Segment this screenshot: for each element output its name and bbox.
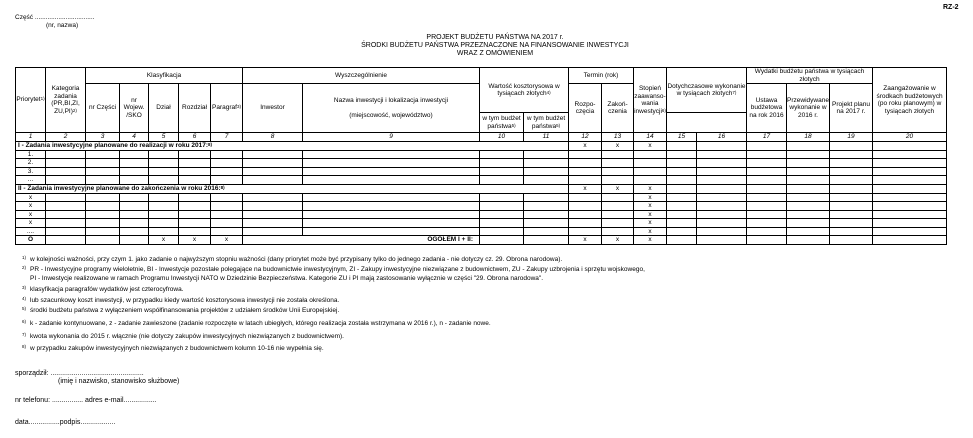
header-kategoria: Kategoria zadania (PR,BI,ZI, ZU,PI)$^{2)}$ xyxy=(46,68,86,133)
table-cell[interactable] xyxy=(211,159,243,168)
table-cell[interactable] xyxy=(787,150,830,159)
row-number: 2. xyxy=(16,159,46,168)
table-cell[interactable] xyxy=(120,227,149,236)
table-cell[interactable] xyxy=(569,202,602,211)
table-row xyxy=(16,219,947,228)
table-cell[interactable] xyxy=(667,167,697,176)
table-cell[interactable] xyxy=(873,193,947,202)
table-cell[interactable] xyxy=(602,193,634,202)
header-nazwa: Nazwa inwestycji i lokalizacja inwestycji (miejscowość, województwo) xyxy=(303,84,480,133)
table-cell[interactable] xyxy=(667,227,697,236)
table-cell[interactable] xyxy=(303,193,480,202)
table-cell[interactable] xyxy=(480,159,524,168)
prepared-by-field[interactable]: sporządził: ................................................ xyxy=(15,370,144,377)
table-cell[interactable] xyxy=(149,193,179,202)
table-row xyxy=(16,210,947,219)
table-cell[interactable] xyxy=(602,219,634,228)
table-cell[interactable] xyxy=(149,202,179,211)
footnote-marker: 3) xyxy=(22,285,27,290)
table-row xyxy=(16,176,947,185)
table-cell[interactable] xyxy=(667,202,697,211)
table-cell[interactable] xyxy=(46,193,86,202)
footnote-4: lub szacunkowy koszt inwestycji, w przypadku kiedy wartość kosztorysowa inwestycji nie została określona. xyxy=(30,297,340,304)
table-cell[interactable] xyxy=(303,227,480,236)
row-number: x xyxy=(16,210,46,219)
header-czesci: nr Części xyxy=(86,84,120,133)
table-cell[interactable] xyxy=(830,202,873,211)
group-zaangazowanie: Zaangażowanie w środkach budżetowych (po roku planowym) w tysiącach złotych xyxy=(873,68,947,133)
table-cell[interactable] xyxy=(303,159,480,168)
table-cell[interactable] xyxy=(303,167,480,176)
column-number: 4 xyxy=(120,133,149,142)
table-cell[interactable] xyxy=(697,176,747,185)
table-cell[interactable] xyxy=(243,159,303,168)
table-cell[interactable] xyxy=(179,193,211,202)
phone-email-field[interactable]: nr telefonu: ................ adres e-mail................. xyxy=(15,397,157,404)
table-cell[interactable] xyxy=(667,159,697,168)
page-subtitle: ŚRODKI BUDŻETU PAŃSTWA PRZEZNACZONE NA FINANSOWANIE INWESTYCJI xyxy=(361,42,629,49)
header-dotychczasowe-budzet: w tym budżet państwa$^{5)}$ xyxy=(524,113,569,133)
footnote-marker: 2) xyxy=(22,265,27,270)
mark-x: x xyxy=(634,219,667,228)
mark-x: x xyxy=(569,141,602,150)
table-cell[interactable] xyxy=(179,159,211,168)
table-cell[interactable] xyxy=(211,210,243,219)
table-cell[interactable] xyxy=(211,193,243,202)
header-stopien: Stopień zaawanso-wania inwestycji$^{6)}$ xyxy=(634,68,667,133)
table-cell[interactable] xyxy=(480,210,524,219)
table-cell[interactable] xyxy=(747,159,787,168)
column-number: 7 xyxy=(211,133,243,142)
table-cell[interactable] xyxy=(179,227,211,236)
table-cell[interactable] xyxy=(602,150,634,159)
table-cell[interactable] xyxy=(569,167,602,176)
mark-x: x xyxy=(634,141,667,150)
table-cell[interactable] xyxy=(179,210,211,219)
table-cell[interactable] xyxy=(120,150,149,159)
column-number: 5 xyxy=(149,133,179,142)
table-cell[interactable] xyxy=(179,202,211,211)
table-cell[interactable] xyxy=(120,202,149,211)
table-cell[interactable] xyxy=(697,150,747,159)
table-cell[interactable] xyxy=(787,193,830,202)
table-cell[interactable] xyxy=(524,150,569,159)
table-cell[interactable] xyxy=(480,227,524,236)
row-number: x xyxy=(16,193,46,202)
column-number: 13 xyxy=(602,133,634,142)
table-cell[interactable] xyxy=(697,167,747,176)
column-number: 9 xyxy=(303,133,480,142)
table-cell[interactable] xyxy=(149,210,179,219)
prepared-by-hint: (imię i nazwisko, stanowisko służbowe) xyxy=(58,378,180,385)
table-cell[interactable] xyxy=(747,202,787,211)
table-cell[interactable] xyxy=(243,150,303,159)
mark-x: x xyxy=(211,236,243,245)
table-cell[interactable] xyxy=(747,176,787,185)
table-cell[interactable] xyxy=(873,167,947,176)
table-row xyxy=(16,159,947,168)
table-cell[interactable] xyxy=(46,227,86,236)
table-cell[interactable] xyxy=(243,202,303,211)
table-cell[interactable] xyxy=(873,202,947,211)
table-cell[interactable] xyxy=(747,210,787,219)
table-row xyxy=(16,167,947,176)
table-cell[interactable] xyxy=(524,219,569,228)
investment-table xyxy=(15,67,947,245)
table-cell[interactable] xyxy=(667,193,697,202)
table-cell[interactable] xyxy=(602,167,634,176)
table-cell[interactable] xyxy=(243,219,303,228)
mark-x: x xyxy=(634,193,667,202)
table-cell[interactable] xyxy=(303,176,480,185)
table-cell[interactable] xyxy=(667,176,697,185)
table-cell[interactable] xyxy=(120,219,149,228)
table-cell[interactable] xyxy=(569,227,602,236)
footnote-6: k - zadanie kontynuowane, z - zadanie zawieszone (zadanie rozpoczęte w latach ubiegłych, którego realizacja została wstrzymana w 2016 r.), n - zadanie nowe. xyxy=(30,320,491,327)
group-termin: Termin (rok) xyxy=(569,68,634,84)
table-cell[interactable] xyxy=(634,159,667,168)
footnote-marker: 4) xyxy=(22,296,27,301)
table-cell[interactable] xyxy=(602,176,634,185)
table-cell[interactable] xyxy=(303,210,480,219)
table-cell[interactable] xyxy=(873,159,947,168)
form-code: RZ-2 xyxy=(943,4,959,11)
table-cell[interactable] xyxy=(667,210,697,219)
table-cell[interactable] xyxy=(830,227,873,236)
table-cell[interactable] xyxy=(667,219,697,228)
header-przewidywane: Przewidywane wykonanie w 2016 r. xyxy=(787,84,830,133)
mark-x: x xyxy=(634,227,667,236)
table-cell[interactable] xyxy=(120,210,149,219)
column-number: 18 xyxy=(787,133,830,142)
table-cell[interactable] xyxy=(524,159,569,168)
table-cell[interactable] xyxy=(86,210,120,219)
table-cell[interactable] xyxy=(602,202,634,211)
mark-x: x xyxy=(602,236,634,245)
table-cell[interactable] xyxy=(46,210,86,219)
table-cell[interactable] xyxy=(46,150,86,159)
mark-x: x xyxy=(634,202,667,211)
group-dotychczasowe: Dotychczasowe wykonanie w tysiącach złotych$^{7)}$ xyxy=(667,68,747,113)
table-cell[interactable] xyxy=(211,227,243,236)
column-number: 12 xyxy=(569,133,602,142)
table-cell[interactable] xyxy=(86,150,120,159)
table-cell[interactable] xyxy=(634,176,667,185)
table-cell[interactable] xyxy=(46,167,86,176)
table-cell[interactable] xyxy=(787,227,830,236)
table-cell[interactable] xyxy=(747,193,787,202)
table-cell[interactable] xyxy=(873,150,947,159)
table-cell[interactable] xyxy=(211,167,243,176)
mark-x: x xyxy=(634,184,667,193)
column-number: 10 xyxy=(480,133,524,142)
table-cell[interactable] xyxy=(46,176,86,185)
table-cell[interactable] xyxy=(830,176,873,185)
group-wyszczegolnienie: Wyszczególnienie xyxy=(243,68,480,84)
column-number: 6 xyxy=(179,133,211,142)
table-cell[interactable] xyxy=(830,210,873,219)
mark-x: x xyxy=(179,236,211,245)
row-number: 3. xyxy=(16,167,46,176)
table-cell[interactable] xyxy=(480,150,524,159)
table-cell[interactable] xyxy=(243,210,303,219)
table-cell[interactable] xyxy=(303,219,480,228)
column-number: 16 xyxy=(697,133,747,142)
header-wartosc-budzet: w tym budżet państwa$^{5)}$ xyxy=(480,113,524,133)
table-cell[interactable] xyxy=(747,219,787,228)
mark-x: x xyxy=(634,210,667,219)
page-subtitle-2: WRAZ Z OMÓWIENIEM xyxy=(456,50,534,57)
table-cell[interactable] xyxy=(787,202,830,211)
footnote-marker: 7) xyxy=(22,332,27,337)
table-cell[interactable] xyxy=(634,150,667,159)
column-number: 11 xyxy=(524,133,569,142)
footnote-8: w przypadku zakupów inwestycyjnych niezwiązanych z budownictwem kolumn 10-16 nie wypełnia się. xyxy=(30,345,324,352)
table-cell[interactable] xyxy=(524,176,569,185)
table-cell[interactable] xyxy=(697,193,747,202)
table-cell[interactable] xyxy=(873,176,947,185)
column-number: 17 xyxy=(747,133,787,142)
table-cell[interactable] xyxy=(303,150,480,159)
footnote-1: w kolejności ważności, przy czym 1. jako zadanie o najwyższym stopniu ważności (dany priorytet może być przypisany tylko do jednego zadania - nie dotyczy cz. 29. Obrona narodowa). xyxy=(30,256,563,263)
table-cell[interactable] xyxy=(149,167,179,176)
table-row xyxy=(16,150,947,159)
table-cell[interactable] xyxy=(86,193,120,202)
footnote-marker: 8) xyxy=(22,344,27,349)
header-zakonczenia: Zakoń-czenia xyxy=(602,84,634,133)
part-line: Część ................................. xyxy=(15,14,95,21)
header-ustawa: Ustawa budżetowa na rok 2016 xyxy=(747,84,787,133)
table-cell[interactable] xyxy=(243,227,303,236)
group-klasyfikacja: Klasyfikacja xyxy=(86,68,243,84)
column-number: 1 xyxy=(16,133,46,142)
footnote-5: środki budżetu państwa z wyłączeniem współfinansowania projektów z udziałem środków Unii Europejskiej. xyxy=(30,307,340,314)
table-cell[interactable] xyxy=(480,176,524,185)
footnote-marker: 6) xyxy=(22,319,27,324)
table-cell[interactable] xyxy=(830,193,873,202)
table-cell[interactable] xyxy=(243,176,303,185)
table-cell[interactable] xyxy=(697,159,747,168)
table-cell[interactable] xyxy=(667,150,697,159)
table-cell[interactable] xyxy=(480,202,524,211)
table-cell[interactable] xyxy=(787,176,830,185)
column-number: 20 xyxy=(873,133,947,142)
section-1-title: I - Zadania inwestycyjne planowane do realizacji w roku 2017:$^{8)}$ xyxy=(16,141,569,150)
row-number: 1. xyxy=(16,150,46,159)
table-cell[interactable] xyxy=(86,159,120,168)
row-number: x xyxy=(16,202,46,211)
table-cell[interactable] xyxy=(179,167,211,176)
table-cell[interactable] xyxy=(86,202,120,211)
total-first: O xyxy=(16,236,46,245)
table-cell[interactable] xyxy=(697,227,747,236)
table-cell[interactable] xyxy=(480,193,524,202)
group-wartosc: Wartość kosztorysowa w tysiącach złotych$^{4)}$ xyxy=(480,68,569,113)
table-cell[interactable] xyxy=(120,193,149,202)
table-cell[interactable] xyxy=(602,210,634,219)
table-cell[interactable] xyxy=(697,210,747,219)
table-cell[interactable] xyxy=(179,219,211,228)
table-cell[interactable] xyxy=(569,150,602,159)
column-number: 3 xyxy=(86,133,120,142)
header-inwestor: Inwestor xyxy=(243,84,303,133)
table-cell[interactable] xyxy=(524,227,569,236)
table-cell[interactable] xyxy=(46,202,86,211)
table-cell[interactable] xyxy=(86,227,120,236)
table-cell[interactable] xyxy=(697,219,747,228)
table-cell[interactable] xyxy=(787,219,830,228)
table-cell[interactable] xyxy=(149,219,179,228)
table-cell[interactable] xyxy=(86,167,120,176)
table-cell[interactable] xyxy=(873,219,947,228)
row-number: x xyxy=(16,219,46,228)
table-cell[interactable] xyxy=(303,202,480,211)
header-wojew: nr Wojew. /SKO xyxy=(120,84,149,133)
table-cell[interactable] xyxy=(830,167,873,176)
group-wydatki: Wydatki budżetu państwa w tysiącach złotych xyxy=(747,68,873,84)
table-cell[interactable] xyxy=(179,150,211,159)
table-row xyxy=(16,193,947,202)
column-number: 2 xyxy=(46,133,86,142)
header-projekt: Projekt planu na 2017 r. xyxy=(830,84,873,133)
header-dzial: Dział xyxy=(149,84,179,133)
table-cell[interactable] xyxy=(86,219,120,228)
footnote-marker: 5) xyxy=(22,306,27,311)
total-row xyxy=(16,236,947,245)
table-cell[interactable] xyxy=(120,176,149,185)
table-cell[interactable] xyxy=(46,219,86,228)
mark-x: x xyxy=(569,236,602,245)
footnote-2: PR - Inwestycyjne programy wieloletnie, BI - Inwestycje pozostałe polegające na budownictwie inwestycyjnym, ZI - Zakupy inwestycyjne niezwiązane z budownictwem, ZU - Zakupy uzbrojenia i sprzętu wojskowego, xyxy=(30,266,645,273)
column-number: 14 xyxy=(634,133,667,142)
table-cell[interactable] xyxy=(569,219,602,228)
total-label: OGÓŁEM I + II: xyxy=(243,236,480,245)
table-cell[interactable] xyxy=(524,210,569,219)
table-cell[interactable] xyxy=(602,159,634,168)
table-cell[interactable] xyxy=(211,176,243,185)
table-row xyxy=(16,227,947,236)
table-cell[interactable] xyxy=(120,167,149,176)
table-cell[interactable] xyxy=(243,193,303,202)
table-cell[interactable] xyxy=(873,210,947,219)
mark-x: x xyxy=(602,184,634,193)
row-number: ... xyxy=(16,176,46,185)
table-cell[interactable] xyxy=(569,159,602,168)
column-numbers-row xyxy=(16,133,947,142)
page-title: PROJEKT BUDŻETU PAŃSTWA NA 2017 r. xyxy=(426,34,564,41)
table-cell[interactable] xyxy=(787,159,830,168)
header-rozdzial: Rozdział xyxy=(179,84,211,133)
table-cell[interactable] xyxy=(243,167,303,176)
table-cell[interactable] xyxy=(569,176,602,185)
footnote-marker: 1) xyxy=(22,255,27,260)
header-rozpoczecia: Rozpo-częcia xyxy=(569,84,602,133)
column-number: 19 xyxy=(830,133,873,142)
table-cell[interactable] xyxy=(149,227,179,236)
table-cell[interactable] xyxy=(149,159,179,168)
footnote-2b: PI - Inwestycje realizowane w ramach Programu Inwestycji NATO w Dziedzinie Bezpieczeństwa. Kategorie ZU i PI mają zastosowanie wyłącznie w części "29. Obrona narodowa". xyxy=(30,275,544,282)
table-cell[interactable] xyxy=(830,150,873,159)
table-cell[interactable] xyxy=(873,227,947,236)
table-cell[interactable] xyxy=(697,202,747,211)
table-row xyxy=(16,202,947,211)
table-cell[interactable] xyxy=(830,159,873,168)
header-paragraf: Paragraf$^{3)}$ xyxy=(211,84,243,133)
table-cell[interactable] xyxy=(524,193,569,202)
table-cell[interactable] xyxy=(747,227,787,236)
table-cell[interactable] xyxy=(149,176,179,185)
part-hint: (nr, nazwa) xyxy=(46,22,79,29)
section-2-row xyxy=(16,184,947,193)
table-cell[interactable] xyxy=(211,150,243,159)
row-number: .... xyxy=(16,227,46,236)
table-cell[interactable] xyxy=(634,167,667,176)
table-cell[interactable] xyxy=(211,202,243,211)
table-cell[interactable] xyxy=(480,167,524,176)
table-cell[interactable] xyxy=(149,150,179,159)
table-cell[interactable] xyxy=(179,176,211,185)
column-number: 15 xyxy=(667,133,697,142)
table-cell[interactable] xyxy=(602,227,634,236)
table-cell[interactable] xyxy=(747,150,787,159)
table-cell[interactable] xyxy=(569,193,602,202)
footnote-7: kwota wykonania do 2015 r. włącznie (nie dotyczy zakupów inwestycyjnych niezwiązanych z budownictwem). xyxy=(30,333,344,340)
table-cell[interactable] xyxy=(747,167,787,176)
table-cell[interactable] xyxy=(569,210,602,219)
table-cell[interactable] xyxy=(211,219,243,228)
section-2-title: II - Zadania inwestycyjne planowane do zakończenia w roku 2016:$^{8)}$ xyxy=(16,184,569,193)
section-1-row xyxy=(16,141,947,150)
table-cell[interactable] xyxy=(46,159,86,168)
table-cell[interactable] xyxy=(480,219,524,228)
table-cell[interactable] xyxy=(524,202,569,211)
table-cell[interactable] xyxy=(830,219,873,228)
mark-x: x xyxy=(149,236,179,245)
table-cell[interactable] xyxy=(120,159,149,168)
date-signature-field[interactable]: data................podpis.................. xyxy=(15,419,116,426)
table-cell[interactable] xyxy=(86,176,120,185)
footnote-3: klasyfikacja paragrafów wydatków jest czterocyfrowa. xyxy=(30,286,184,293)
header-priorytet: Priorytet$^{1)}$ xyxy=(16,68,46,133)
table-cell[interactable] xyxy=(524,167,569,176)
table-cell[interactable] xyxy=(787,210,830,219)
mark-x: x xyxy=(602,141,634,150)
mark-x: x xyxy=(569,184,602,193)
mark-x: x xyxy=(634,236,667,245)
table-cell[interactable] xyxy=(787,167,830,176)
column-number: 8 xyxy=(243,133,303,142)
